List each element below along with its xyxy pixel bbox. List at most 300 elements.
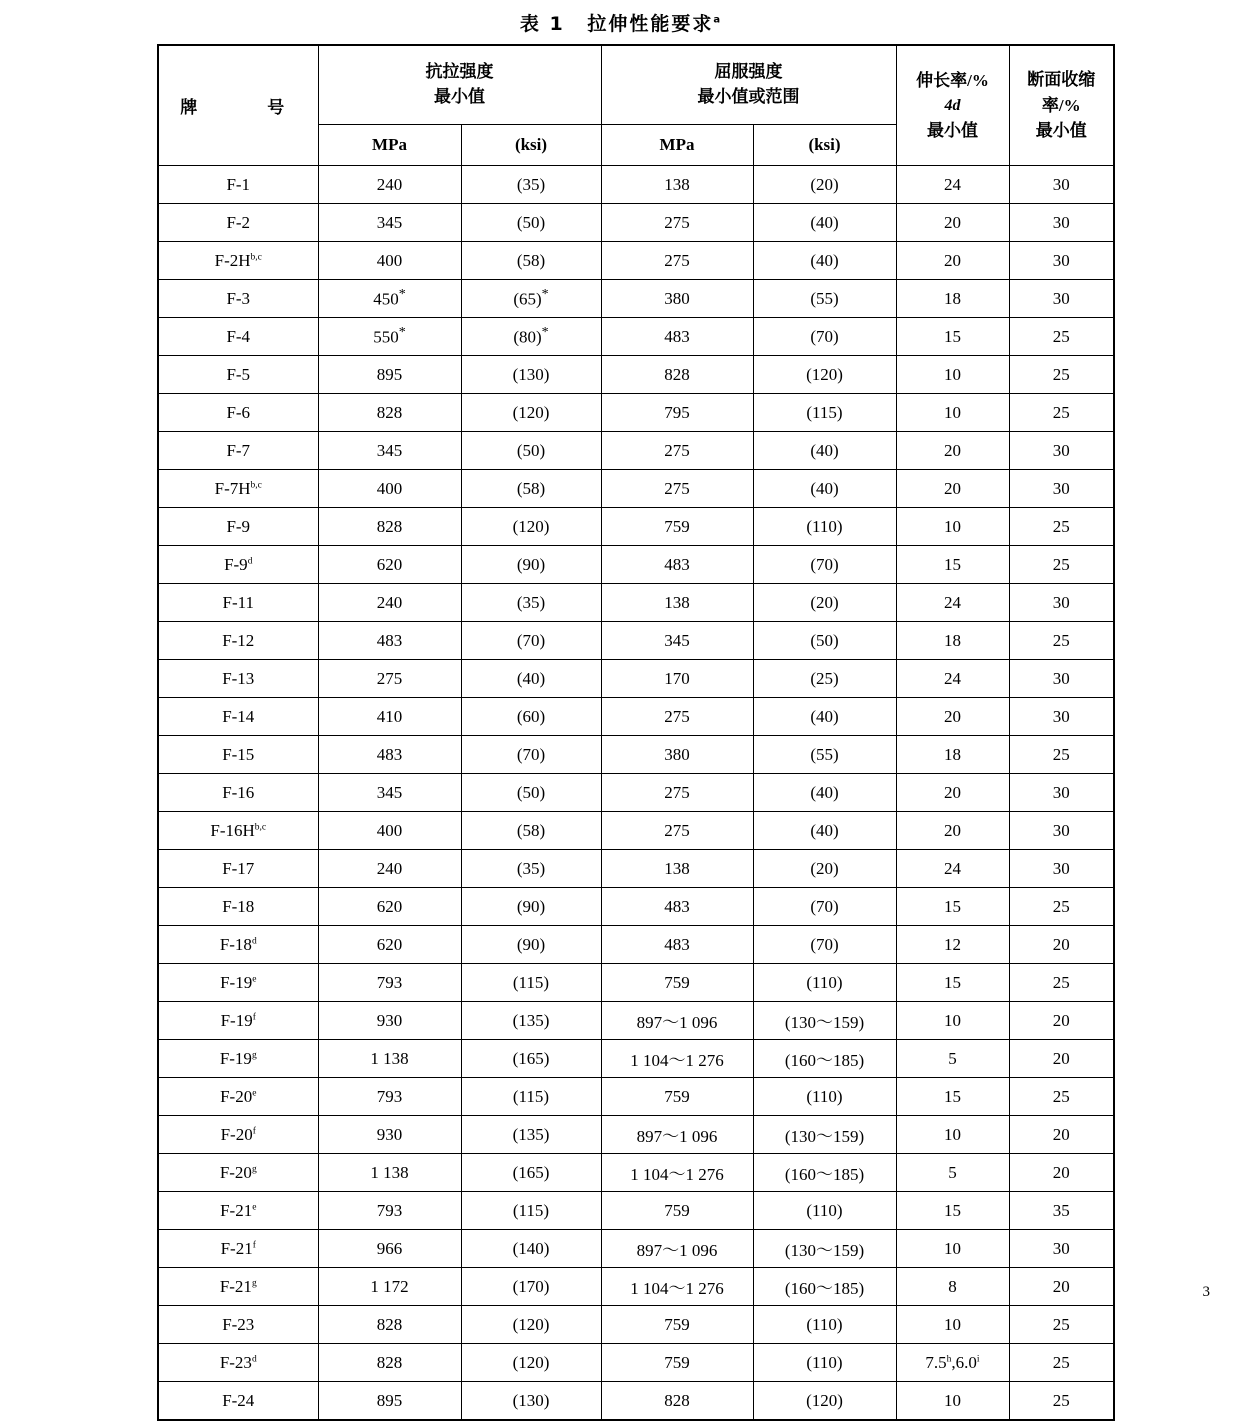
cell-tensile-ksi: (50) xyxy=(461,774,601,812)
table-row xyxy=(158,850,1114,888)
header-yield-ksi: (ksi) xyxy=(753,125,896,166)
table-row xyxy=(158,242,1114,280)
cell-yield-ksi: (70) xyxy=(753,926,896,964)
cell-elongation: 15 xyxy=(896,318,1009,356)
cell-tensile-ksi: (140) xyxy=(461,1230,601,1268)
header-reduction-of-area-line1: 断面收缩率/% xyxy=(1027,70,1096,115)
cell-elongation: 18 xyxy=(896,736,1009,774)
footnote-marker: d xyxy=(247,555,253,566)
cell-yield-ksi: (20) xyxy=(753,850,896,888)
table-row xyxy=(158,166,1114,204)
header-yield-strength xyxy=(601,45,896,125)
header-grade: 牌 号 xyxy=(158,45,318,166)
cell-tensile-mpa: 930 xyxy=(318,1116,461,1154)
cell-grade: F-24 xyxy=(158,1382,318,1421)
cell-yield-mpa: 897～1 096 xyxy=(601,1230,753,1268)
cell-reduction-of-area: 25 xyxy=(1009,964,1114,1002)
footnote-marker: d xyxy=(251,935,257,946)
cell-grade: F-15 xyxy=(158,736,318,774)
cell-tensile-mpa: 345 xyxy=(318,204,461,242)
table-row xyxy=(158,1268,1114,1306)
table-row xyxy=(158,964,1114,1002)
cell-grade: F-4 xyxy=(158,318,318,356)
cell-tensile-mpa: 345 xyxy=(318,432,461,470)
cell-elongation: 18 xyxy=(896,280,1009,318)
header-reduction-of-area-line2: 最小值 xyxy=(1035,121,1087,141)
cell-reduction-of-area: 25 xyxy=(1009,1306,1114,1344)
cell-elongation: 10 xyxy=(896,1116,1009,1154)
cell-tensile-ksi: (35) xyxy=(461,584,601,622)
table-row xyxy=(158,926,1114,964)
cell-grade: F-20e xyxy=(158,1078,318,1116)
cell-grade: F-23$^d$ xyxy=(158,1344,318,1382)
cell-grade: F-21$^g$ xyxy=(158,1268,318,1306)
cell-tensile-ksi: (90) xyxy=(461,888,601,926)
cell-reduction-of-area: 30 xyxy=(1009,1230,1114,1268)
cell-tensile-ksi: (90) xyxy=(461,926,601,964)
cell-tensile-ksi: (135) xyxy=(461,1116,601,1154)
cell-yield-ksi: (120) xyxy=(753,1382,896,1421)
cell-elongation: 24 xyxy=(896,584,1009,622)
cell-tensile-mpa: 828 xyxy=(318,508,461,546)
cell-tensile-mpa: 793 xyxy=(318,964,461,1002)
table-row xyxy=(158,1154,1114,1192)
cell-yield-mpa: 759 xyxy=(601,1192,753,1230)
cell-tensile-ksi: (50) xyxy=(461,432,601,470)
asterisk-marker: * xyxy=(398,287,406,303)
cell-elongation: 8 xyxy=(896,1268,1009,1306)
cell-grade: F-6 xyxy=(158,394,318,432)
header-tensile-strength-line1: 抗拉强度 xyxy=(425,62,494,82)
cell-grade: F-11 xyxy=(158,584,318,622)
table-row xyxy=(158,470,1114,508)
cell-grade: F-12 xyxy=(158,622,318,660)
cell-reduction-of-area: 25 xyxy=(1009,546,1114,584)
cell-elongation: 20 xyxy=(896,470,1009,508)
cell-yield-ksi: (40) xyxy=(753,698,896,736)
footnote-marker: f xyxy=(252,1011,256,1022)
footnote-marker: e xyxy=(252,1087,257,1098)
table-row xyxy=(158,1040,1114,1078)
cell-yield-mpa: 759 xyxy=(601,1078,753,1116)
cell-elongation: 24 xyxy=(896,166,1009,204)
cell-tensile-mpa: 1 172 xyxy=(318,1268,461,1306)
cell-tensile-ksi: (58) xyxy=(461,812,601,850)
cell-yield-mpa: 380 xyxy=(601,280,753,318)
cell-elongation: 18 xyxy=(896,622,1009,660)
cell-tensile-mpa: 410 xyxy=(318,698,461,736)
asterisk-marker: * xyxy=(541,325,549,341)
cell-tensile-mpa: 793 xyxy=(318,1192,461,1230)
cell-tensile-ksi: (130) xyxy=(461,356,601,394)
cell-yield-ksi: (110) xyxy=(753,508,896,546)
table-title-superscript: a xyxy=(713,14,721,26)
cell-yield-ksi: (130～159) xyxy=(753,1002,896,1040)
cell-yield-mpa: 483 xyxy=(601,926,753,964)
cell-yield-mpa: 828 xyxy=(601,356,753,394)
cell-yield-mpa: 275 xyxy=(601,242,753,280)
cell-elongation: 24 xyxy=(896,850,1009,888)
cell-yield-ksi: (20) xyxy=(753,584,896,622)
cell-tensile-mpa: 240 xyxy=(318,166,461,204)
cell-reduction-of-area: 20 xyxy=(1009,1002,1114,1040)
cell-elongation: 15 xyxy=(896,1078,1009,1116)
footnote-marker: e xyxy=(252,1201,257,1212)
cell-grade: F-7 xyxy=(158,432,318,470)
table-row xyxy=(158,318,1114,356)
cell-reduction-of-area: 30 xyxy=(1009,204,1114,242)
cell-grade: F-13 xyxy=(158,660,318,698)
cell-tensile-ksi: (115) xyxy=(461,1078,601,1116)
cell-grade: F-19$^f$ xyxy=(158,1002,318,1040)
cell-yield-mpa: 138 xyxy=(601,584,753,622)
cell-elongation: 10 xyxy=(896,1382,1009,1421)
cell-tensile-ksi: (120) xyxy=(461,394,601,432)
cell-tensile-mpa: 930 xyxy=(318,1002,461,1040)
cell-yield-mpa: 138 xyxy=(601,850,753,888)
table-row xyxy=(158,622,1114,660)
cell-reduction-of-area: 25 xyxy=(1009,508,1114,546)
cell-tensile-ksi: (70) xyxy=(461,736,601,774)
cell-tensile-ksi: (40) xyxy=(461,660,601,698)
cell-yield-ksi: (130～159) xyxy=(753,1230,896,1268)
header-yield-strength-line2: 最小值或范围 xyxy=(697,87,800,106)
cell-grade: F-3 xyxy=(158,280,318,318)
cell-reduction-of-area: 25 xyxy=(1009,356,1114,394)
cell-elongation: 10 xyxy=(896,356,1009,394)
cell-grade: F-16 xyxy=(158,774,318,812)
cell-grade: F-20$^g$ xyxy=(158,1154,318,1192)
cell-yield-ksi: (40) xyxy=(753,242,896,280)
cell-grade: F-18 xyxy=(158,888,318,926)
footnote-marker: e xyxy=(252,973,257,984)
page-number: 3 xyxy=(1202,1284,1210,1300)
cell-yield-mpa: 380 xyxy=(601,736,753,774)
cell-yield-mpa: 759 xyxy=(601,1306,753,1344)
cell-yield-mpa: 828 xyxy=(601,1382,753,1421)
cell-yield-mpa: 897～1 096 xyxy=(601,1116,753,1154)
cell-tensile-ksi: (70) xyxy=(461,622,601,660)
cell-tensile-ksi: (50) xyxy=(461,204,601,242)
footnote-marker: i xyxy=(976,1353,980,1364)
cell-reduction-of-area: 20 xyxy=(1009,1116,1114,1154)
table-row xyxy=(158,394,1114,432)
table-row xyxy=(158,1002,1114,1040)
cell-tensile-mpa: 550* xyxy=(318,318,461,356)
cell-yield-ksi: (70) xyxy=(753,888,896,926)
footnote-marker: g xyxy=(251,1163,257,1174)
cell-yield-ksi: (40) xyxy=(753,812,896,850)
cell-yield-ksi: (50) xyxy=(753,622,896,660)
cell-grade: F-21e xyxy=(158,1192,318,1230)
cell-reduction-of-area: 30 xyxy=(1009,242,1114,280)
cell-elongation: 15 xyxy=(896,1192,1009,1230)
cell-grade: F-21$^f$ xyxy=(158,1230,318,1268)
cell-tensile-mpa: 620 xyxy=(318,926,461,964)
cell-tensile-ksi: (165) xyxy=(461,1040,601,1078)
table-body xyxy=(158,166,1114,1421)
cell-yield-mpa: 275 xyxy=(601,432,753,470)
cell-elongation: 7.5$^h$,6.0$^i$ xyxy=(896,1344,1009,1382)
footnote-marker: b,c xyxy=(250,479,262,490)
table-row xyxy=(158,1344,1114,1382)
footnote-marker: h xyxy=(946,1353,952,1364)
footnote-marker: g xyxy=(251,1049,257,1060)
cell-grade: F-14 xyxy=(158,698,318,736)
cell-yield-ksi: (110) xyxy=(753,1192,896,1230)
table-row xyxy=(158,1192,1114,1230)
cell-tensile-mpa: 483 xyxy=(318,622,461,660)
cell-elongation: 15 xyxy=(896,964,1009,1002)
cell-yield-ksi: (160～185) xyxy=(753,1268,896,1306)
cell-tensile-mpa: 400 xyxy=(318,242,461,280)
cell-reduction-of-area: 30 xyxy=(1009,584,1114,622)
cell-yield-mpa: 1 104～1 276 xyxy=(601,1040,753,1078)
footnote-marker: d xyxy=(251,1353,257,1364)
cell-elongation: 24 xyxy=(896,660,1009,698)
cell-grade: F-23 xyxy=(158,1306,318,1344)
footnote-marker: b,c xyxy=(250,251,262,262)
cell-elongation: 15 xyxy=(896,546,1009,584)
cell-tensile-ksi: (120) xyxy=(461,1306,601,1344)
cell-grade: F-18$^d$ xyxy=(158,926,318,964)
cell-yield-mpa: 483 xyxy=(601,546,753,584)
table-row xyxy=(158,432,1114,470)
cell-reduction-of-area: 25 xyxy=(1009,1344,1114,1382)
header-elongation-line2: 4d xyxy=(944,96,961,114)
cell-grade: F-2 xyxy=(158,204,318,242)
cell-reduction-of-area: 35 xyxy=(1009,1192,1114,1230)
cell-grade: $F-2H^{b,c}$ xyxy=(158,242,318,280)
table-row xyxy=(158,888,1114,926)
header-row-group xyxy=(158,45,1114,125)
cell-yield-ksi: (40) xyxy=(753,774,896,812)
cell-reduction-of-area: 25 xyxy=(1009,1078,1114,1116)
cell-yield-ksi: (55) xyxy=(753,280,896,318)
header-tensile-ksi: (ksi) xyxy=(461,125,601,166)
cell-tensile-mpa: 240 xyxy=(318,584,461,622)
header-tensile-strength-line2: 最小值 xyxy=(434,87,485,106)
cell-yield-mpa: 897～1 096 xyxy=(601,1002,753,1040)
cell-tensile-mpa: 793 xyxy=(318,1078,461,1116)
cell-grade: F-20$^f$ xyxy=(158,1116,318,1154)
cell-reduction-of-area: 20 xyxy=(1009,1040,1114,1078)
cell-tensile-mpa: 620 xyxy=(318,546,461,584)
cell-elongation: 10 xyxy=(896,1002,1009,1040)
cell-yield-ksi: (110) xyxy=(753,1306,896,1344)
cell-grade: F-1 xyxy=(158,166,318,204)
cell-yield-ksi: (110) xyxy=(753,964,896,1002)
table-row xyxy=(158,356,1114,394)
cell-yield-ksi: (55) xyxy=(753,736,896,774)
cell-reduction-of-area: 20 xyxy=(1009,1268,1114,1306)
cell-elongation: 20 xyxy=(896,204,1009,242)
cell-tensile-mpa: 275 xyxy=(318,660,461,698)
table-row xyxy=(158,774,1114,812)
cell-reduction-of-area: 30 xyxy=(1009,850,1114,888)
cell-yield-mpa: 275 xyxy=(601,204,753,242)
cell-tensile-mpa: 400 xyxy=(318,812,461,850)
cell-tensile-ksi: (165) xyxy=(461,1154,601,1192)
tensile-property-table xyxy=(157,44,1115,1421)
header-reduction-of-area xyxy=(1009,45,1114,166)
cell-yield-mpa: 275 xyxy=(601,812,753,850)
cell-tensile-ksi: (90) xyxy=(461,546,601,584)
cell-tensile-ksi: (65)* xyxy=(461,280,601,318)
cell-reduction-of-area: 30 xyxy=(1009,432,1114,470)
cell-yield-ksi: (110) xyxy=(753,1344,896,1382)
header-tensile-mpa: MPa xyxy=(318,125,461,166)
cell-elongation: 20 xyxy=(896,242,1009,280)
cell-yield-ksi: (70) xyxy=(753,318,896,356)
cell-tensile-mpa: 828 xyxy=(318,1306,461,1344)
table-container xyxy=(157,44,1096,1421)
cell-yield-ksi: (70) xyxy=(753,546,896,584)
cell-tensile-mpa: 483 xyxy=(318,736,461,774)
table-row xyxy=(158,1078,1114,1116)
cell-yield-ksi: (40) xyxy=(753,432,896,470)
cell-tensile-ksi: (58) xyxy=(461,242,601,280)
table-title xyxy=(0,0,1240,44)
table-row xyxy=(158,736,1114,774)
cell-tensile-mpa: 1 138 xyxy=(318,1154,461,1192)
cell-reduction-of-area: 25 xyxy=(1009,736,1114,774)
cell-elongation: 12 xyxy=(896,926,1009,964)
table-row xyxy=(158,508,1114,546)
cell-tensile-ksi: (35) xyxy=(461,166,601,204)
table-row xyxy=(158,812,1114,850)
cell-reduction-of-area: 25 xyxy=(1009,622,1114,660)
table-row xyxy=(158,1382,1114,1421)
cell-grade: $F-16H^{b,c}$ xyxy=(158,812,318,850)
cell-yield-ksi: (40) xyxy=(753,470,896,508)
cell-elongation: 15 xyxy=(896,888,1009,926)
cell-tensile-ksi: (115) xyxy=(461,964,601,1002)
footnote-marker: b,c xyxy=(254,821,267,832)
cell-yield-mpa: 1 104～1 276 xyxy=(601,1268,753,1306)
cell-tensile-mpa: 966 xyxy=(318,1230,461,1268)
cell-tensile-mpa: 240 xyxy=(318,850,461,888)
cell-reduction-of-area: 25 xyxy=(1009,1382,1114,1421)
cell-yield-mpa: 483 xyxy=(601,888,753,926)
cell-reduction-of-area: 20 xyxy=(1009,1154,1114,1192)
table-row xyxy=(158,280,1114,318)
header-elongation-line3: 最小值 xyxy=(927,120,978,140)
footnote-marker: f xyxy=(252,1125,256,1136)
cell-tensile-ksi: (120) xyxy=(461,1344,601,1382)
cell-elongation: 10 xyxy=(896,1306,1009,1344)
cell-yield-ksi: (40) xyxy=(753,204,896,242)
cell-yield-mpa: 345 xyxy=(601,622,753,660)
footnote-marker: f xyxy=(252,1239,256,1250)
cell-yield-mpa: 759 xyxy=(601,1344,753,1382)
cell-yield-mpa: 170 xyxy=(601,660,753,698)
cell-elongation: 20 xyxy=(896,812,1009,850)
cell-reduction-of-area: 25 xyxy=(1009,888,1114,926)
cell-tensile-ksi: (120) xyxy=(461,508,601,546)
cell-yield-ksi: (160～185) xyxy=(753,1040,896,1078)
header-tensile-strength xyxy=(318,45,601,125)
cell-yield-ksi: (115) xyxy=(753,394,896,432)
cell-elongation: 10 xyxy=(896,394,1009,432)
cell-grade: F-9$^d$ xyxy=(158,546,318,584)
table-row xyxy=(158,1116,1114,1154)
cell-elongation: 10 xyxy=(896,508,1009,546)
cell-elongation: 20 xyxy=(896,698,1009,736)
cell-tensile-mpa: 620 xyxy=(318,888,461,926)
header-yield-strength-line1: 屈服强度 xyxy=(714,62,783,82)
cell-elongation: 20 xyxy=(896,774,1009,812)
table-title-prefix: 表 1 xyxy=(519,13,565,35)
header-elongation-line1: 伸长率/% xyxy=(916,71,989,90)
cell-yield-ksi: (110) xyxy=(753,1078,896,1116)
table-row xyxy=(158,584,1114,622)
cell-yield-ksi: (20) xyxy=(753,166,896,204)
cell-elongation: 5 xyxy=(896,1040,1009,1078)
cell-grade: F-19e xyxy=(158,964,318,1002)
cell-reduction-of-area: 30 xyxy=(1009,166,1114,204)
footnote-marker: g xyxy=(251,1277,257,1288)
table-row xyxy=(158,546,1114,584)
cell-elongation: 20 xyxy=(896,432,1009,470)
cell-tensile-ksi: (60) xyxy=(461,698,601,736)
cell-tensile-mpa: 895 xyxy=(318,356,461,394)
cell-tensile-mpa: 400 xyxy=(318,470,461,508)
asterisk-marker: * xyxy=(541,287,549,303)
cell-yield-mpa: 275 xyxy=(601,774,753,812)
cell-grade: F-5 xyxy=(158,356,318,394)
cell-tensile-mpa: 450* xyxy=(318,280,461,318)
cell-reduction-of-area: 20 xyxy=(1009,926,1114,964)
cell-tensile-ksi: (130) xyxy=(461,1382,601,1421)
cell-yield-mpa: 138 xyxy=(601,166,753,204)
cell-yield-mpa: 275 xyxy=(601,698,753,736)
cell-elongation: 10 xyxy=(896,1230,1009,1268)
cell-tensile-mpa: 828 xyxy=(318,394,461,432)
cell-reduction-of-area: 30 xyxy=(1009,774,1114,812)
cell-yield-ksi: (160～185) xyxy=(753,1154,896,1192)
cell-tensile-ksi: (170) xyxy=(461,1268,601,1306)
cell-tensile-ksi: (58) xyxy=(461,470,601,508)
cell-tensile-mpa: 895 xyxy=(318,1382,461,1421)
table-row xyxy=(158,204,1114,242)
cell-tensile-ksi: (135) xyxy=(461,1002,601,1040)
cell-tensile-mpa: 1 138 xyxy=(318,1040,461,1078)
table-header xyxy=(158,45,1114,166)
table-row xyxy=(158,1306,1114,1344)
cell-reduction-of-area: 25 xyxy=(1009,318,1114,356)
cell-yield-mpa: 759 xyxy=(601,508,753,546)
cell-yield-mpa: 795 xyxy=(601,394,753,432)
cell-tensile-mpa: 828 xyxy=(318,1344,461,1382)
header-yield-mpa: MPa xyxy=(601,125,753,166)
cell-reduction-of-area: 30 xyxy=(1009,698,1114,736)
cell-tensile-ksi: (35) xyxy=(461,850,601,888)
cell-yield-mpa: 483 xyxy=(601,318,753,356)
cell-grade: F-17 xyxy=(158,850,318,888)
cell-grade: F-19$^g$ xyxy=(158,1040,318,1078)
cell-grade: F-9 xyxy=(158,508,318,546)
cell-grade: $F-7H^{b,c}$ xyxy=(158,470,318,508)
cell-yield-mpa: 759 xyxy=(601,964,753,1002)
cell-reduction-of-area: 25 xyxy=(1009,394,1114,432)
table-row xyxy=(158,660,1114,698)
cell-tensile-ksi: (115) xyxy=(461,1192,601,1230)
cell-reduction-of-area: 30 xyxy=(1009,470,1114,508)
cell-elongation: 5 xyxy=(896,1154,1009,1192)
header-elongation xyxy=(896,45,1009,166)
cell-reduction-of-area: 30 xyxy=(1009,280,1114,318)
